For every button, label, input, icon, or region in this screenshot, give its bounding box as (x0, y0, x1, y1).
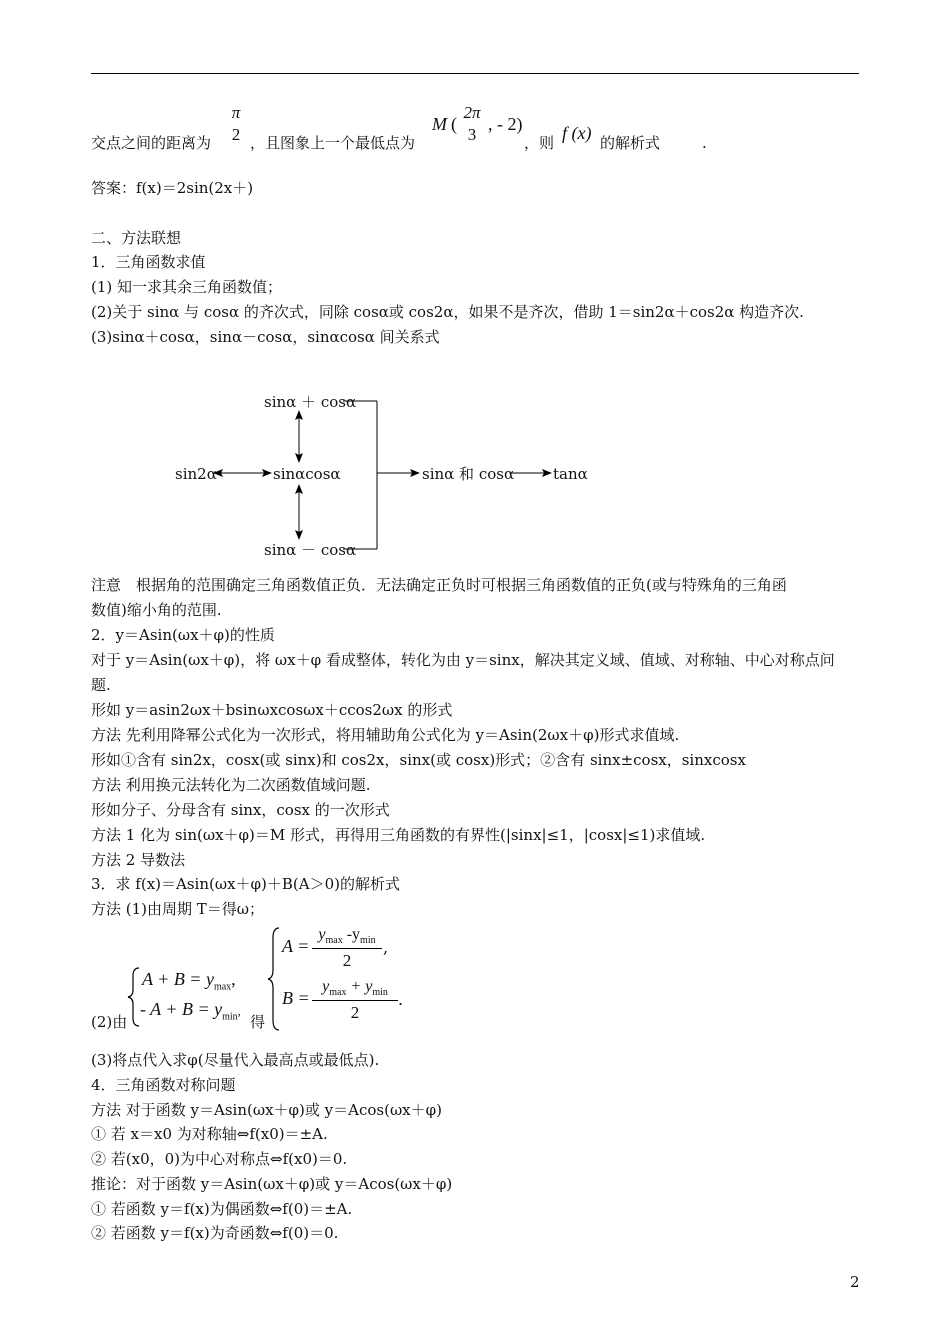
note-line-1: 注意 根据角的范围确定三角函数值正负．无法确定正负时可根据三角函数值的正负(或与特殊角的三角函 (91, 576, 787, 594)
s2-title: 2．y＝Asin(ωx＋φ)的性质 (91, 626, 275, 644)
s4-line-4: 推论：对于函数 y＝Asin(ωx＋φ)或 y＝Acos(ωx＋φ) (91, 1175, 453, 1193)
system-prefix: (2)由 (91, 1013, 128, 1031)
s4-line-3: ② 若(x0，0)为中心对称点⇔f(x0)＝0. (91, 1150, 348, 1168)
b-fraction (312, 978, 398, 1023)
fraction-denominator: 2 (231, 125, 241, 144)
s4-line-5: ① 若函数 y＝f(x)为偶函数⇔f(0)＝±A. (91, 1200, 353, 1218)
top-line-text-d: 的解析式 (600, 134, 661, 152)
fraction-denominator: 3 (467, 125, 477, 144)
s2-line-4: 方法 先利用降幂公式化为一次形式，将用辅助角公式化为 y＝Asin(2ωx＋φ)形式求值域. (91, 726, 680, 744)
top-line-text-c: ，则 (524, 134, 555, 152)
note-line-2: 数值)缩小角的范围. (91, 601, 222, 619)
de-word: 得 (250, 1013, 266, 1031)
eq2-lhs: - A + B = y (140, 999, 223, 1019)
s1-title: 1．三角函数求值 (91, 253, 206, 271)
answer-line: 答案：f(x)＝2sin(2x＋) (91, 179, 254, 197)
s3-line-3: (3)将点代入求φ(尽量代入最高点或最低点). (91, 1051, 380, 1069)
b-num-mid: + y (346, 978, 373, 995)
b-tail: . (398, 990, 404, 1009)
a-num-sub-max: max (325, 935, 343, 947)
a-denominator: 2 (342, 951, 352, 971)
equation-2 (140, 999, 241, 1023)
s2-line-2: 题. (91, 676, 111, 694)
a-num-y: y (318, 926, 326, 943)
s1-line-2: (2)关于 sinα 与 cosα 的齐次式，同除 cosα或 cos2α，如果不是齐次，借助 1＝sin2α＋cos2α 构造齐次. (91, 303, 804, 321)
b-num-y: y (322, 978, 330, 995)
eq1-lhs: A + B = y (142, 969, 214, 989)
page-number: 2 (850, 1273, 860, 1291)
s4-line-6: ② 若函数 y＝f(x)为奇函数⇔f(0)＝0. (91, 1224, 339, 1242)
s4-line-1: 方法 对于函数 y＝Asin(ωx＋φ)或 y＝Acos(ωx＋φ) (91, 1101, 442, 1119)
b-denominator: 2 (350, 1003, 360, 1023)
a-tail: , (383, 938, 389, 957)
b-num-sub-min: min (372, 987, 388, 999)
point-m-label: M (432, 114, 447, 134)
b-num-sub-max: max (329, 987, 347, 999)
eq1-subscript: max (213, 981, 232, 993)
s2-line-6: 方法 利用换元法转化为二次函数值域问题. (91, 776, 371, 794)
diagram-top-node: sinα ＋ cosα (264, 393, 357, 411)
equation-1 (142, 969, 236, 993)
s2-line-8: 方法 1 化为 sin(ωx＋φ)＝M 形式，再得用三角函数的有界性(|sinx|≤1，|cosx|≤1)求值域. (91, 826, 706, 844)
top-line-text-e: . (702, 134, 707, 152)
b-lhs: B = (282, 988, 310, 1008)
section-title: 二、方法联想 (91, 229, 182, 247)
diagram-far-right-node: tanα (553, 465, 588, 483)
s3-title: 3．求 f(x)＝Asin(ωx＋φ)＋B(A＞0)的解析式 (91, 875, 401, 893)
diagram-left-node: sin2α (175, 465, 217, 483)
point-tail: , - 2) (488, 114, 523, 134)
s2-line-9: 方法 2 导数法 (91, 851, 186, 869)
b-numerator (312, 978, 398, 998)
fraction-numerator: 2π (463, 103, 481, 122)
a-lhs: A = (282, 936, 310, 956)
diagram-bottom-node: sinα － cosα (264, 541, 357, 559)
s2-line-1: 对于 y＝Asin(ωx＋φ)，将 ωx＋φ 看成整体，转化为由 y＝sinx，解决其定义域、值域、对称轴、中心对称点问 (91, 651, 835, 669)
diagram-center-node: sinαcosα (273, 465, 341, 483)
s2-line-7: 形如分子、分母含有 sinx，cosx 的一次形式 (91, 801, 390, 819)
s4-title: 4．三角函数对称问题 (91, 1076, 236, 1094)
fx-symbol: f (x) (562, 123, 592, 143)
s1-line-3: (3)sinα＋cosα，sinα－cosα，sinαcosα 间关系式 (91, 328, 440, 346)
top-line-text-b: ，且图象上一个最低点为 (250, 134, 416, 152)
s1-line-1: (1) 知一求其余三角函数值； (91, 278, 283, 296)
a-fraction (312, 926, 382, 971)
diagram-right-node: sinα 和 cosα (422, 465, 515, 483)
eq2-subscript: min (222, 1011, 238, 1023)
fraction-numerator: π (231, 103, 241, 122)
eq1-tail: , (231, 969, 236, 989)
s3-line-1: 方法 (1)由周期 T＝得ω； (91, 900, 265, 918)
a-num-mid: -y (342, 926, 361, 943)
s2-line-3: 形如 y＝asin2ωx＋bsinωxcosωx＋ccos2ωx 的形式 (91, 701, 453, 719)
top-line-text-a: 交点之间的距离为 (91, 134, 212, 152)
point-open-paren: ( (451, 114, 457, 134)
s2-line-5: 形如①含有 sin2x，cosx(或 sinx)和 cos2x，sinx(或 cosx)形式；②含有 sinx±cosx，sinxcosx (91, 751, 746, 769)
eq2-tail: , (237, 1004, 241, 1018)
a-numerator (312, 926, 382, 946)
s4-line-2: ① 若 x＝x0 为对称轴⇔f(x0)＝±A. (91, 1125, 328, 1143)
a-num-sub-min: min (360, 935, 376, 947)
